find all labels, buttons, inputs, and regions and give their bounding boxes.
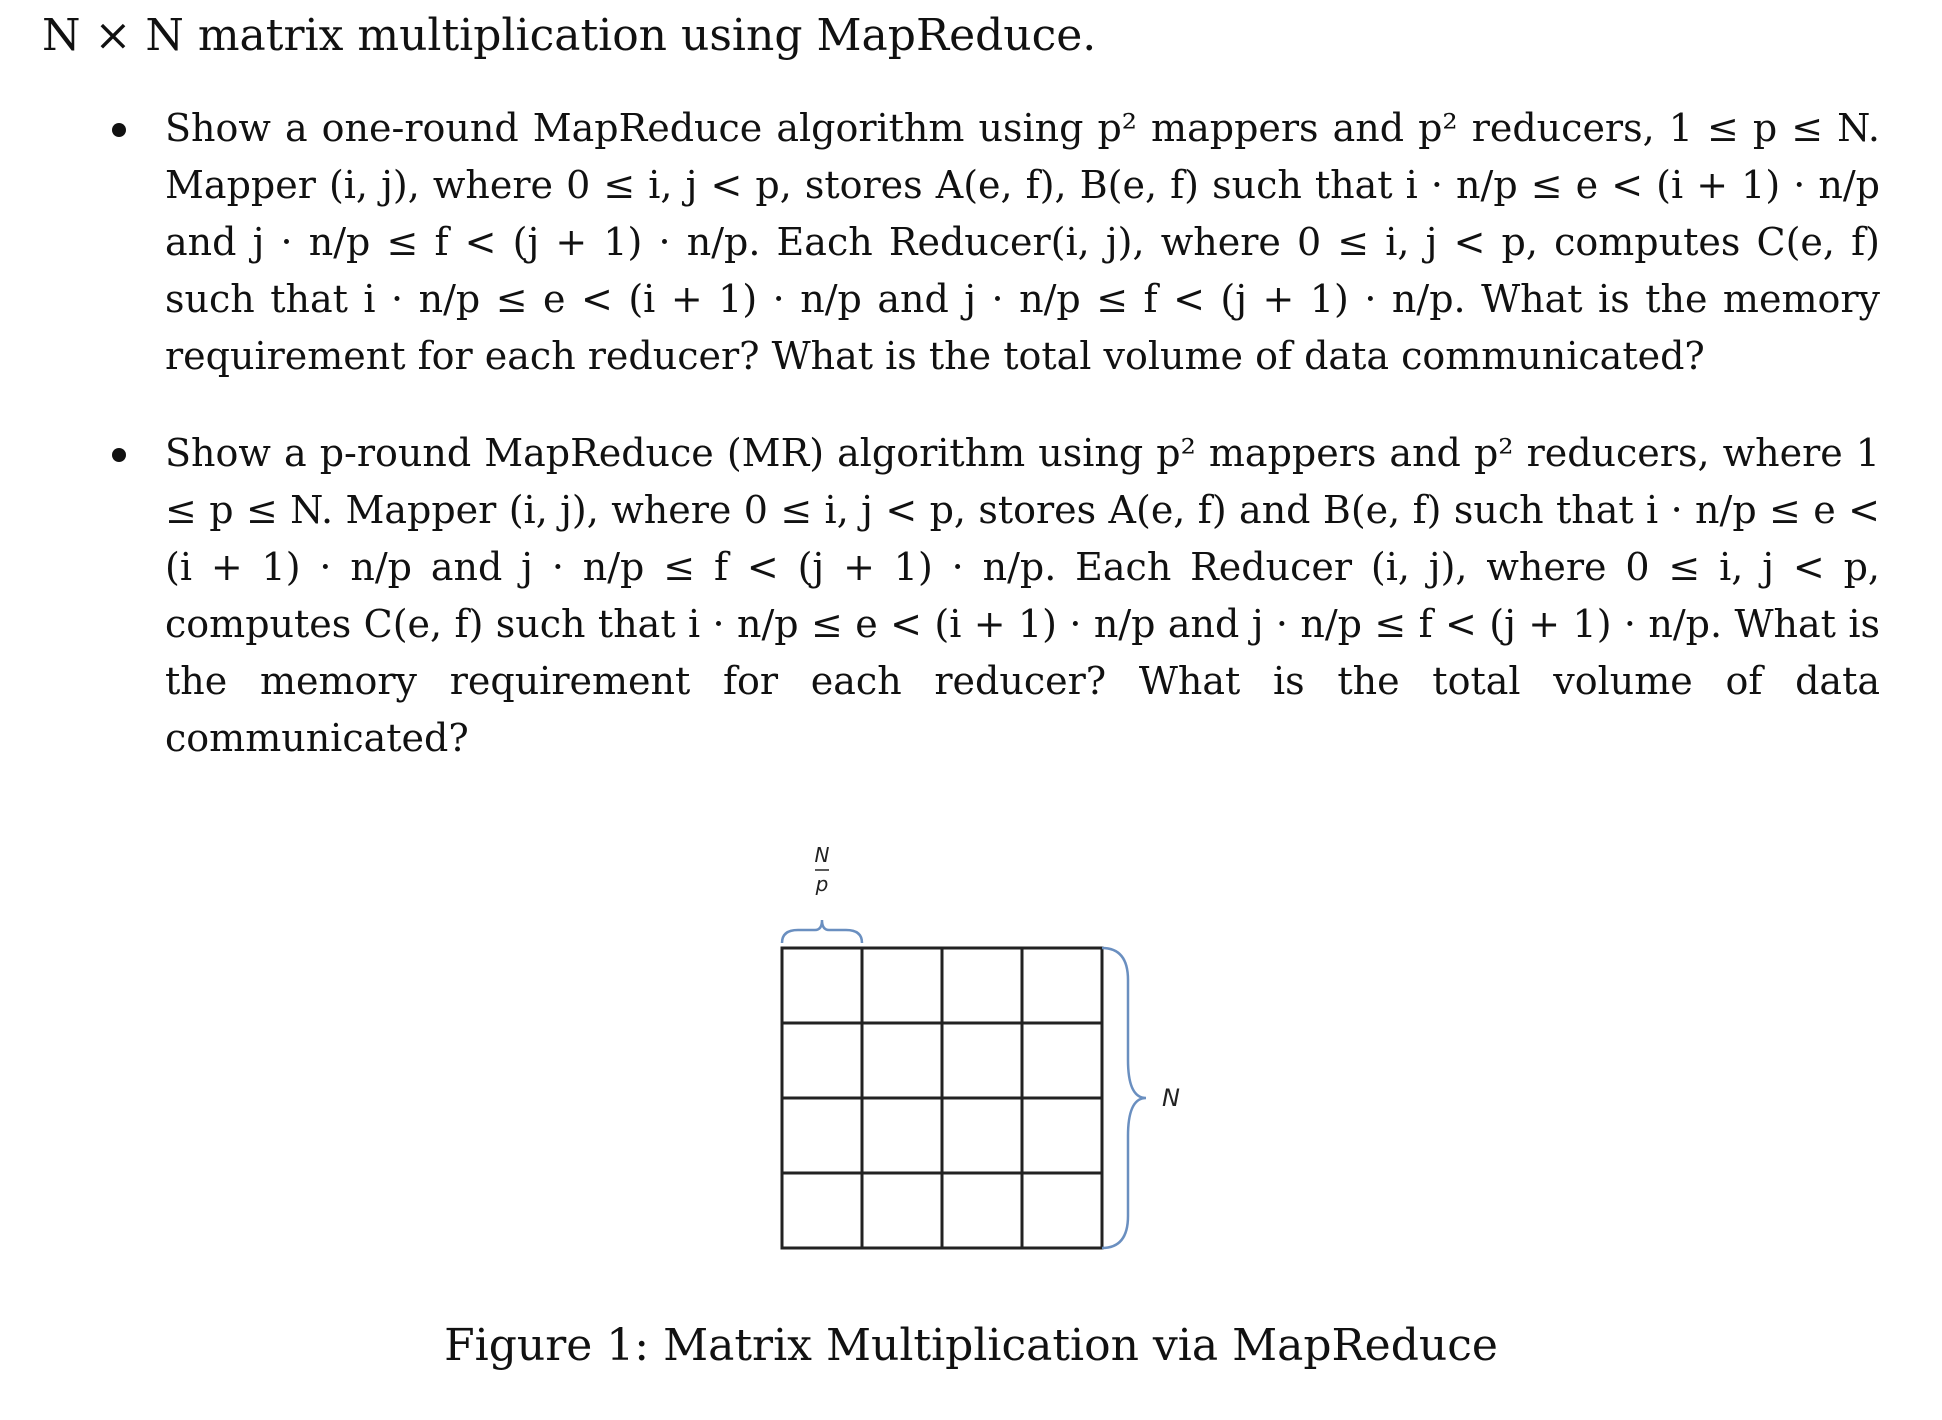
bullet-dot	[112, 448, 126, 462]
question-item	[110, 100, 1880, 385]
block-label-denominator: p	[815, 872, 829, 896]
matrix-height-brace	[1102, 948, 1146, 1248]
bullet-dot	[112, 123, 126, 137]
block-label-numerator: N	[814, 843, 830, 867]
question-text: Show a one-round MapReduce algorithm using p² mappers and p² reducers, 1 ≤ p ≤ N. Mapper (i, j), where 0 ≤ i, j < p, stores A(e, f), B(e, f) such that i · n/p ≤ e < (i + 1) · n/p and j · n/p ≤ f < (j + 1) · n/p. Each Reducer(i, j), where 0 ≤ i, j < p, computes C(e, f) such that i · n/p ≤ e < (i + 1) · n/p and j · n/p ≤ f < (j + 1) · n/p. What is the memory requirement for each reducer? What is the total volume of data communicated?	[165, 106, 1880, 378]
block-width-brace	[782, 920, 862, 943]
matrix-size-label: N	[1162, 1084, 1180, 1112]
question-list	[110, 100, 1880, 767]
matrix-grid	[782, 948, 1102, 1248]
figure-caption: Figure 1: Matrix Multiplication via MapReduce	[444, 1320, 1498, 1371]
page-heading: N × N matrix multiplication using MapReduce.	[42, 10, 1097, 61]
matrix-figure	[760, 840, 1240, 1280]
question-text: Show a p-round MapReduce (MR) algorithm using p² mappers and p² reducers, where 1 ≤ p ≤ N. Mapper (i, j), where 0 ≤ i, j < p, stores A(e, f) and B(e, f) such that i · n/p ≤ e < (i + 1) · n/p and j · n/p ≤ f < (j + 1) · n/p. Each Reducer (i, j), where 0 ≤ i, j < p, computes C(e, f) such that i · n/p ≤ e < (i + 1) · n/p and j · n/p ≤ f < (j + 1) · n/p. What is the memory requirement for each reducer? What is the total volume of data communicated?	[165, 431, 1880, 760]
question-item	[110, 425, 1880, 767]
